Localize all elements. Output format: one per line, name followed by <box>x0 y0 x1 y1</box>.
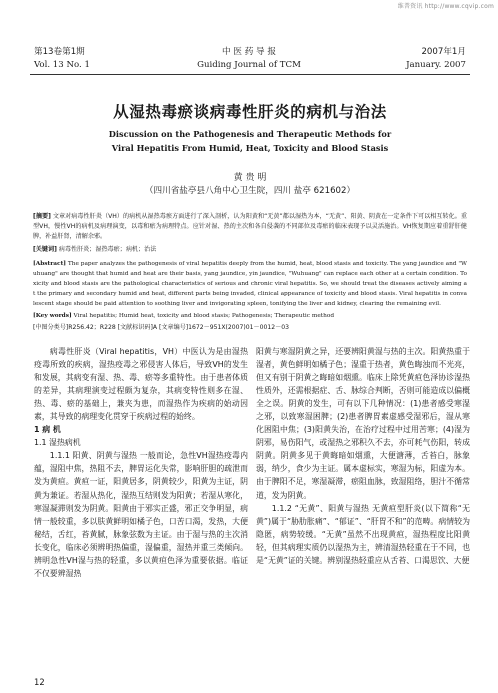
author: 黄 贵 明 <box>233 173 267 183</box>
abstract-cn <box>33 212 467 242</box>
volume-issue-cn: 第13卷第1期 <box>34 47 85 57</box>
subsection-heading: 1.1 湿热病机 <box>34 438 81 448</box>
keywords-cn <box>33 245 467 255</box>
abstract-cn-text: 文章对病毒性肝炎（VH）的病机从湿热毒瘀方面进行了深入剖析，认为阳黄和“无黄”都以湿热为本，“无黄”、阳黄、阴黄在一定条件下可以相互转化。重型VH，慢性VH的病机及病理演变，以毒和瘀为病理特点。应针对湿、热的主次和各自侵袭的不同部位及毒瘀的临床表现予以灵活施治。VH恢复期应着重舒肝健脾，补益肝肾，清解余邪。 <box>33 213 467 240</box>
page-number: 12 <box>34 677 45 687</box>
volume-issue-en: Vol. 13 No. 1 <box>34 60 90 70</box>
issue-date-en: January. 2007 <box>406 60 466 70</box>
journal-name-en: Guiding Journal of TCM <box>197 60 301 70</box>
abstract-en <box>33 259 467 309</box>
body-paragraph: 1.1.1 阳黄、阴黄与湿热 一般而论，急性VH湿热疫毒内蕴，湿阻中焦，热阻不去，脾胃运化失常，影响肝胆的疏泄而发为黄疸。黄疸一证，阳黄居多，阴黄较少，阳黄为主证，阴黄为兼证。若湿从热化，湿热互结则发为阳黄；若湿从寒化，寒湿凝滞则发为阴黄。阳黄由于邪实正盛，邪正交争明显，病情一般较重，多以肤黄鲜明如橘子色，口苦口渴，发热，大便秘结，舌红，苔黄腻，脉象弦数为主证。由于湿与热的主次消长变化，临床必须辨明热偏重，湿偏重，湿热并重三类倾向。辨明急性VH湿与热的轻重，多以黄疸色泽为重要依据。临证不仅要辨湿热 <box>34 451 248 578</box>
article-title-en-line2: Viral Hepatitis From Humid, Heat, Toxicity and Blood Stasis <box>111 143 389 153</box>
affiliation: （四川省盐亭县八角中心卫生院，四川 盐亭 621602） <box>144 186 356 196</box>
body-column-left <box>34 345 248 580</box>
keywords-cn-text: 病毒性肝炎；湿热毒瘀；病机；治法 <box>58 246 157 253</box>
section-heading: 1 病 机 <box>34 425 61 435</box>
keywords-en <box>33 311 467 321</box>
article-title-cn: 从湿热毒瘀谈病毒性肝炎的病机与治法 <box>113 103 387 121</box>
journal-name-cn: 中 医 药 导 报 <box>222 47 276 57</box>
site-watermark: 维普资讯 http://www.cqvip.com <box>397 3 494 10</box>
issue-date-cn: 2007年1月 <box>421 47 466 57</box>
abstract-cn-label: [摘要] <box>33 213 51 220</box>
abstract-en-text: The paper analyzes the pathogenesis of viral hepatitis deeply from the humid, heat, blood stasis and toxicity. The yang jaundice and "Wuhuang" are thought that humid and heat are their basis, yang jaundice, yin jaundice, "Wuhuang" can replace each other at a certain condition. Toxicity and blood stasis are the pathological characteristics of serious and chronic viral hepatitis. So, we should treat the diseases actively aiming at the primary and secondary humid and heat, different parts being invaded, clinical appearance of toxicity and blood stasis. Viral hepatitis in convalescent stage should be paid attention to soothing liver and invigorating spleen, tonifying the liver and kidney, clearing the remaining evil. <box>33 261 467 307</box>
body-paragraph: 病毒性肝炎（Viral hepatitis，VH）中医认为是由湿热疫毒所致的疾病，湿热疫毒之邪侵害人体后，导致VH的发生和发展，其病变有湿、热、毒、瘀等多重特性。由于患者体质的差异，其病理演变过程颇为复杂，其病变特性则多在湿、热、毒、瘀的基础上，兼夹为患，而湿热作为疾病的始动因素，其导致的病理变化贯穿于疾病过程的始终。 <box>34 347 248 422</box>
classification-line: [中图分类号]R256.42；R228 [文献标识码]A [文章编号]1672－951X(2007)01－0012－03 <box>33 324 290 331</box>
keywords-cn-label: [关键词] <box>33 246 57 253</box>
keywords-en-text: Viral hepatitis; Humid heat, toxicity and blood stasis; Pathogenesis; Therapeutic method <box>73 313 335 319</box>
header-rule <box>30 74 470 75</box>
body-column-right <box>256 345 470 567</box>
body-paragraph: 1.1.2 “无黄”、阳黄与湿热 无黄疸型肝炎(以下简称“无黄”)属于“胁肋胀痛”、“郁证”、“肝胃不和”的范畴。病情较为隐匿，病势较缓。“无黄”虽然不出现黄疸，湿热程度比阳黄轻，但其病理实质仍以湿热为主，辨清湿热轻重在于不同，也是“无黄”证的关键。辨别湿热轻重应从舌苔、口渴思饮、大便 <box>256 503 470 565</box>
abstract-en-label: [Abstract] <box>33 261 66 267</box>
keywords-en-label: [Key words] <box>33 313 72 319</box>
article-title-en-line1: Discussion on the Pathogenesis and Therapeutic Methods for <box>108 129 392 139</box>
body-paragraph: 阳黄与寒湿阴黄之异，还要辨阳黄湿与热的主次。阳黄热重于湿者，黄色鲜明如橘子色；湿重于热者，黄色晦浊而不光亮，但又有别于阴黄之晦暗如烟熏。临床上除凭黄疸色泽协诊湿热性质外，还需根据症、舌、脉综合判断，否则可能造成以偏概全之误。阴黄的发生，可有以下几种情况：(1)患者感受寒湿之邪，以致寒湿困脾；(2)患者脾胃素虚感受湿邪后，湿从寒化困阻中焦；(3)阳黄失治，在治疗过程中过用苦寒；(4)湿为阴邪，易伤阳气，或湿热之邪积久不去，亦可耗气伤阳，转成阴黄。阴黄多见于黄晦暗如烟熏，大便溏薄，舌苔白，脉象弱，纳少，食少为主证。属本虚标实，寒湿为标，阳虚为本。由于脾阳不足，寒湿凝滞，瘀阻血脉，致湿阻络，胆汁不循常道，发为阴黄。 <box>256 347 470 500</box>
